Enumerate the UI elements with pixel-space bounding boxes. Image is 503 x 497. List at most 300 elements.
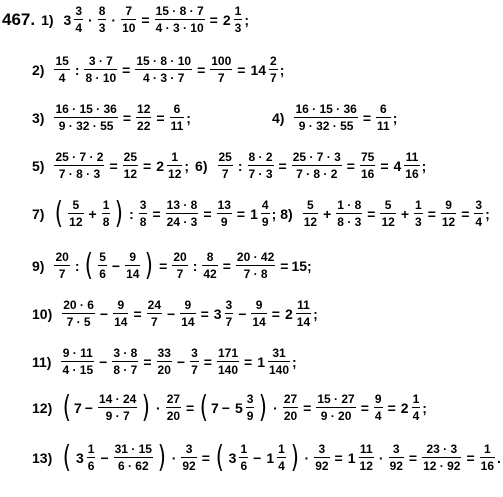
denominator: 3: [98, 21, 106, 35]
denominator: 7: [150, 315, 158, 329]
equation-row-9: [32, 247, 312, 283]
fraction: [303, 198, 318, 229]
operator: :: [237, 157, 243, 174]
fraction-bar: [170, 117, 185, 118]
item-label: 8): [280, 205, 293, 222]
fraction: [123, 150, 138, 181]
fraction-bar: [68, 213, 83, 214]
denominator: 14: [126, 267, 140, 281]
fraction-bar: [236, 265, 275, 266]
fraction-bar: [376, 117, 391, 118]
item-label: 7): [32, 205, 45, 222]
operator: =: [334, 449, 343, 466]
denominator: 12 · 92: [423, 459, 461, 473]
denominator: 8 · 3: [337, 215, 362, 229]
operator: =: [133, 305, 142, 322]
operator: =: [461, 205, 470, 222]
numerator: 1: [240, 442, 248, 456]
operator: =: [197, 61, 206, 78]
whole-part: 1: [250, 205, 258, 222]
separator: ;: [279, 61, 285, 78]
numerator: 12: [137, 102, 151, 116]
separator: ;: [184, 157, 190, 174]
fraction-bar: [112, 361, 138, 362]
denominator: 12: [303, 215, 318, 229]
fraction-bar: [87, 457, 96, 458]
numerator: 5: [99, 250, 106, 264]
numerator: 1: [102, 198, 110, 212]
fraction: [210, 54, 232, 85]
fraction: [236, 250, 275, 281]
fraction: [155, 4, 205, 35]
equation-row-3: [32, 102, 191, 133]
numerator: 1: [278, 442, 285, 456]
fraction-bar: [180, 313, 195, 314]
denominator: 9 · 7: [105, 409, 130, 423]
fraction-bar: [114, 457, 153, 458]
fraction-bar: [360, 165, 375, 166]
fraction-bar: [54, 117, 117, 118]
equation-row-10: [32, 298, 318, 329]
fraction-bar: [303, 213, 318, 214]
operator: ·: [88, 11, 93, 28]
numerator: 4: [261, 198, 269, 212]
fraction-bar: [139, 213, 148, 214]
equation-row-11: [32, 346, 297, 377]
numerator: 3: [225, 298, 233, 312]
fraction-bar: [74, 19, 83, 20]
denominator: 7: [58, 267, 66, 281]
equation-row-5: [32, 150, 426, 181]
whole-part: 3: [63, 11, 72, 28]
left-paren: (: [85, 247, 94, 283]
whole-part: 4: [393, 157, 402, 174]
fraction-bar: [190, 361, 199, 362]
operator: =: [280, 257, 289, 274]
denominator: 14: [252, 315, 266, 329]
fraction: [316, 392, 355, 423]
denominator: 16: [360, 167, 375, 181]
denominator: 14: [296, 315, 311, 329]
numerator: 27: [166, 392, 181, 406]
numerator: 1: [412, 392, 420, 406]
right-paren: ): [259, 389, 268, 425]
right-paren: ): [142, 389, 151, 425]
denominator: 12: [168, 167, 182, 181]
fraction-bar: [248, 165, 274, 166]
fraction-bar: [268, 361, 290, 362]
fraction: [360, 150, 375, 181]
denominator: 7: [217, 71, 225, 85]
numerator: 16 · 15 · 36: [295, 102, 357, 116]
numerator: 100: [211, 54, 232, 68]
whole-part: 3: [75, 449, 84, 466]
fraction-bar: [54, 165, 104, 166]
denominator: 92: [315, 459, 329, 473]
denominator: 4 · 3 · 7: [143, 71, 185, 85]
operator: =: [278, 157, 287, 174]
fraction-bar: [316, 407, 355, 408]
denominator: 6 · 62: [117, 459, 149, 473]
numerator: 13: [217, 198, 231, 212]
fraction: [62, 298, 95, 329]
fraction-bar: [412, 407, 421, 408]
whole-part: 14: [250, 61, 267, 78]
item-label: 1): [41, 11, 54, 28]
numerator: 1: [171, 150, 179, 164]
fraction: [441, 198, 456, 229]
denominator: 9 · 32 · 55: [298, 119, 354, 133]
operator: =: [152, 205, 161, 222]
operator: =: [209, 11, 218, 28]
fraction: [225, 298, 234, 329]
denominator: 7 · 8 · 2: [296, 167, 338, 181]
fraction-bar: [123, 165, 138, 166]
fraction: [234, 4, 243, 35]
whole-part: 3: [213, 305, 222, 322]
separator: ;: [392, 109, 398, 126]
fraction-bar: [277, 457, 286, 458]
separator: ;: [186, 109, 191, 126]
separator: ;: [244, 11, 249, 28]
operator: ·: [273, 399, 278, 416]
numerator: 3: [392, 442, 400, 456]
fraction-bar: [246, 407, 255, 408]
fraction: [121, 4, 136, 35]
fraction: [336, 198, 362, 229]
denominator: 92: [389, 459, 403, 473]
fraction: [98, 4, 107, 35]
fraction: [125, 250, 140, 281]
numerator: 5: [72, 198, 80, 212]
operator: −: [221, 399, 230, 416]
result: 15: [291, 257, 308, 274]
fraction: [294, 102, 357, 133]
whole-part: 3: [228, 449, 237, 466]
operator: −: [100, 449, 109, 466]
fraction: [239, 442, 248, 473]
numerator: 9: [374, 392, 382, 406]
numerator: 31: [272, 346, 286, 360]
denominator: 3: [234, 21, 242, 35]
denominator: 7 · 8: [243, 267, 268, 281]
denominator: 20: [283, 409, 298, 423]
fraction-bar: [380, 213, 395, 214]
whole-part: 5: [234, 399, 243, 416]
denominator: 20: [157, 363, 171, 377]
numerator: 3 · 7: [88, 54, 113, 68]
fraction: [135, 54, 192, 85]
denominator: 12: [69, 215, 83, 229]
fraction-bar: [157, 361, 172, 362]
operator: =: [427, 205, 436, 222]
fraction: [61, 346, 94, 377]
fraction: [389, 442, 404, 473]
denominator: 12: [359, 459, 373, 473]
fraction-bar: [61, 361, 94, 362]
fraction-bar: [294, 117, 357, 118]
item-label: 13): [32, 449, 53, 466]
numerator: 9: [445, 198, 452, 212]
fraction: [112, 346, 138, 377]
numerator: 33: [157, 346, 171, 360]
operator: −: [238, 305, 247, 322]
fraction-bar: [62, 313, 95, 314]
denominator: 7 · 3: [248, 167, 273, 181]
denominator: 9: [220, 215, 228, 229]
operator: =: [244, 353, 253, 370]
fraction-bar: [125, 265, 140, 266]
equation-row-1: [2, 4, 249, 35]
item-label: 11): [32, 353, 52, 370]
operator: =: [236, 205, 246, 222]
whole-part: 2: [156, 157, 165, 174]
operator: +: [88, 205, 97, 222]
fraction: [74, 4, 83, 35]
denominator: 9: [261, 215, 269, 229]
fraction: [113, 298, 128, 329]
operator: =: [271, 305, 280, 322]
numerator: 25 · 7 · 3: [292, 150, 341, 164]
denominator: 16: [480, 459, 495, 473]
numerator: 6: [380, 102, 387, 116]
numerator: 15 · 8 · 10: [136, 54, 192, 68]
fraction-bar: [441, 213, 456, 214]
numerator: 1: [415, 198, 422, 212]
term: 7: [73, 399, 82, 416]
numerator: 15 · 27: [317, 392, 355, 406]
fraction-bar: [336, 213, 362, 214]
numerator: 3: [75, 4, 83, 18]
fraction: [376, 102, 391, 133]
whole-part: 2: [400, 399, 409, 416]
fraction-bar: [155, 19, 205, 20]
numerator: 9: [129, 250, 137, 264]
fraction-bar: [54, 69, 69, 70]
denominator: 11: [170, 119, 184, 133]
fraction-bar: [389, 457, 404, 458]
separator: ;: [307, 257, 312, 274]
numerator: 3 · 8: [113, 346, 138, 360]
denominator: 22: [137, 119, 151, 133]
fraction: [139, 198, 148, 229]
denominator: 14: [114, 315, 128, 329]
numerator: 20 · 42: [236, 250, 275, 264]
denominator: 6: [87, 459, 95, 473]
operator: :: [74, 61, 80, 78]
operator: ·: [171, 449, 177, 466]
numerator: 8 · 2: [248, 150, 273, 164]
denominator: 7: [176, 267, 184, 281]
fraction-bar: [136, 117, 151, 118]
fraction-bar: [292, 165, 342, 166]
fraction-bar: [414, 213, 423, 214]
fraction-bar: [404, 165, 419, 166]
fraction: [359, 442, 374, 473]
fraction: [202, 250, 217, 281]
numerator: 27: [283, 392, 298, 406]
fraction-bar: [121, 19, 136, 20]
numerator: 1: [483, 442, 491, 456]
operator: −: [176, 353, 186, 370]
fraction-bar: [225, 313, 234, 314]
fraction-bar: [172, 265, 187, 266]
fraction: [374, 392, 383, 423]
fraction-bar: [135, 69, 192, 70]
fraction-bar: [314, 457, 329, 458]
operator: ·: [378, 449, 384, 466]
fraction-bar: [251, 313, 266, 314]
denominator: 12: [381, 215, 395, 229]
separator: ;: [313, 305, 318, 322]
fraction-bar: [84, 69, 117, 70]
fraction-bar: [359, 457, 374, 458]
fraction: [102, 198, 111, 229]
fraction: [474, 198, 483, 229]
denominator: 4: [75, 21, 83, 35]
operator: :: [192, 257, 198, 274]
numerator: 13 · 8: [166, 198, 198, 212]
denominator: 6: [99, 267, 106, 281]
fraction-bar: [422, 457, 461, 458]
separator: ;: [485, 205, 490, 222]
numerator: 23 · 3: [426, 442, 458, 456]
numerator: 3: [246, 392, 254, 406]
fraction: [217, 346, 239, 377]
equation-row-2: [32, 54, 284, 85]
numerator: 3: [185, 442, 193, 456]
fraction: [167, 150, 182, 181]
fraction-bar: [147, 313, 162, 314]
numerator: 9 · 11: [62, 346, 93, 360]
numerator: 1 · 8: [337, 198, 362, 212]
numerator: 24: [147, 298, 162, 312]
numerator: 171: [217, 346, 238, 360]
right-paren: ): [157, 439, 166, 475]
whole-part: 1: [347, 449, 356, 466]
denominator: 7: [270, 71, 277, 85]
fraction: [217, 198, 232, 229]
fraction-bar: [283, 407, 298, 408]
fraction: [380, 198, 395, 229]
numerator: 9: [184, 298, 192, 312]
numerator: 11: [297, 298, 310, 312]
item-label: 5): [32, 157, 45, 174]
left-paren: (: [199, 389, 209, 425]
fraction-bar: [98, 265, 107, 266]
denominator: 8 · 7: [113, 363, 138, 377]
operator: =: [408, 449, 418, 466]
operator: +: [400, 205, 409, 222]
denominator: 7: [221, 167, 229, 181]
numerator: 2: [270, 54, 277, 68]
fraction-bar: [234, 19, 243, 20]
fraction-bar: [54, 265, 69, 266]
operator: −: [167, 305, 176, 322]
operator: −: [84, 399, 93, 416]
whole-part: 1: [257, 353, 265, 370]
numerator: 11: [359, 442, 373, 456]
fraction-bar: [217, 213, 232, 214]
denominator: 4: [374, 409, 382, 423]
fraction-bar: [98, 407, 137, 408]
fraction: [180, 298, 195, 329]
denominator: 4: [58, 71, 66, 85]
operator: =: [143, 353, 152, 370]
numerator: 75: [360, 150, 375, 164]
fraction: [68, 198, 83, 229]
operator: =: [122, 109, 132, 126]
numerator: 25 · 7 · 2: [55, 150, 104, 164]
fraction-bar: [269, 69, 278, 70]
fraction: [314, 442, 329, 473]
fraction-bar: [102, 213, 111, 214]
whole-part: 1: [266, 449, 275, 466]
denominator: 4: [278, 459, 285, 473]
numerator: 3: [139, 198, 147, 212]
fraction: [248, 150, 274, 181]
fraction-bar: [181, 457, 196, 458]
fraction: [292, 150, 342, 181]
denominator: 7: [225, 315, 233, 329]
numerator: 25: [123, 150, 138, 164]
operator: =: [201, 449, 210, 466]
numerator: 8: [206, 250, 214, 264]
separator: ;: [292, 353, 297, 370]
operator: =: [203, 205, 212, 222]
denominator: 9: [246, 409, 254, 423]
fraction-bar: [239, 457, 248, 458]
fraction: [98, 250, 107, 281]
denominator: 140: [268, 363, 290, 377]
fraction: [277, 442, 286, 473]
fraction: [261, 198, 270, 229]
denominator: 7 · 8 · 3: [58, 167, 101, 181]
whole-part: 2: [222, 11, 231, 28]
fraction-bar: [474, 213, 483, 214]
operator: =: [122, 61, 131, 78]
operator: =: [203, 353, 212, 370]
fraction: [296, 298, 311, 329]
numerator: 5: [307, 198, 314, 212]
fraction: [54, 150, 104, 181]
denominator: 6: [240, 459, 248, 473]
operator: =: [200, 305, 209, 322]
denominator: 14: [181, 315, 195, 329]
numerator: 25: [218, 150, 232, 164]
fraction: [404, 150, 419, 181]
denominator: 10: [122, 21, 136, 35]
denominator: 92: [182, 459, 196, 473]
equation-row-7: [32, 195, 490, 231]
fraction-bar: [98, 19, 107, 20]
item-label: 2): [32, 61, 45, 78]
denominator: 9 · 32 · 55: [58, 119, 114, 133]
denominator: 4 · 15: [62, 363, 94, 377]
fraction-bar: [480, 457, 495, 458]
operator: =: [387, 399, 396, 416]
fraction-bar: [217, 361, 239, 362]
fraction-bar: [166, 213, 199, 214]
denominator: 3: [415, 215, 422, 229]
operator: =: [303, 399, 312, 416]
fraction-bar: [113, 313, 128, 314]
fraction-bar: [166, 407, 181, 408]
operator: =: [186, 399, 195, 416]
fraction: [114, 442, 153, 473]
operator: =: [380, 157, 389, 174]
numerator: 15 · 8 · 7: [155, 4, 204, 18]
